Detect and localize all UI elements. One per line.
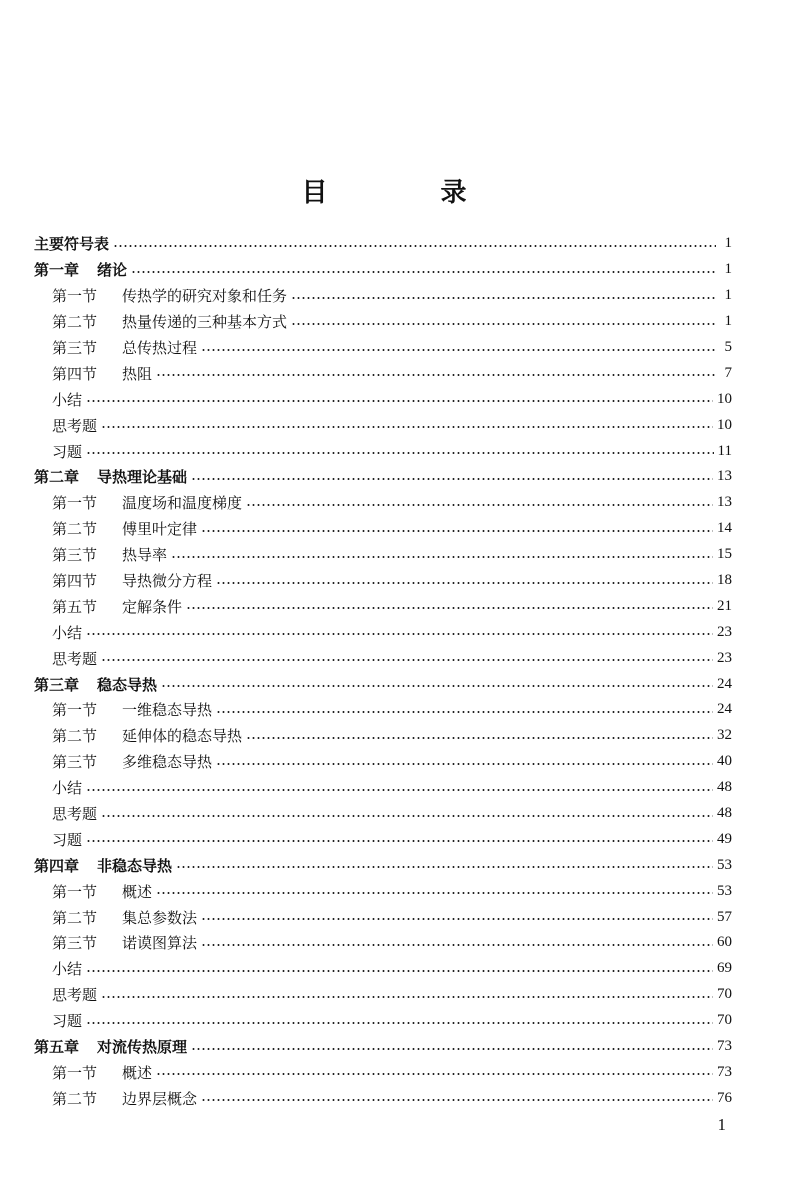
toc-entry-page: 10 [717,416,732,433]
dot-leader [201,944,713,946]
toc-entry-page: 70 [717,1012,732,1029]
toc-entry-page: 1 [724,261,732,278]
toc-entry-title [52,337,197,358]
toc-entry-page: 5 [724,339,732,355]
toc-entry-page: 21 [717,597,732,614]
toc-entry-title [52,725,242,746]
dot-leader [86,400,713,402]
toc-entry-number: 第三节 [52,934,98,953]
toc-section-entry[interactable] [34,386,732,412]
toc-section-entry[interactable] [34,619,732,645]
toc-entry-page: 13 [717,494,732,511]
toc-section-entry[interactable] [34,878,732,904]
toc-entry-title [52,285,287,306]
toc-entry-title [52,492,242,513]
toc-entry-page: 1 [724,287,732,304]
toc-entry-label: 习题 [52,442,83,461]
toc-entry-label: 小结 [52,623,83,642]
toc-entry-number: 第二章 [34,468,80,487]
toc-entry-number: 第四章 [34,856,80,875]
toc-entry-label: 热阻 [122,364,153,383]
toc-entry-page: 11 [717,442,732,459]
toc-section-entry[interactable] [34,412,732,438]
toc-entry-number: 第二节 [52,520,98,539]
toc-entry-title [52,648,97,669]
toc-entry-label: 一维稳态导热 [122,701,213,720]
dot-leader [246,504,713,506]
dot-leader [201,349,716,351]
toc-entry-title [34,466,187,487]
toc-entry-number: 第四节 [52,364,98,383]
toc-section-entry[interactable] [34,1060,732,1086]
toc-section-entry[interactable] [34,801,732,827]
toc-entry-label: 绪论 [97,261,128,280]
toc-entry-label: 导热理论基础 [97,468,188,487]
toc-entry-label: 总传热过程 [122,339,198,357]
toc-section-entry[interactable] [34,542,732,568]
dot-leader [86,452,714,454]
toc-entry-label: 习题 [52,830,83,849]
toc-entry-title [52,389,82,410]
toc-entry-title [34,674,157,695]
page-title: 目 录 [301,178,519,208]
toc-entry-label: 边界层概念 [122,1089,198,1108]
toc-entry-label: 思考题 [52,986,98,1005]
toc-entry-label: 集总参数法 [122,908,198,927]
toc-entry-label: 对流传热原理 [97,1038,188,1057]
toc-entry-label: 小结 [52,390,83,409]
toc-entry-label: 思考题 [52,416,98,435]
toc-entry-title [52,622,82,643]
toc-entry-page: 57 [717,908,732,925]
toc-entry-label: 诺谟图算法 [122,934,198,953]
toc-chapter-entry[interactable] [34,671,732,697]
toc-entry-label: 稳态导热 [97,675,158,694]
toc-entry-page: 1 [724,313,732,330]
dot-leader [201,530,713,532]
toc-entry-page: 48 [717,779,732,796]
dot-leader [101,659,713,661]
toc-entry-label: 概述 [122,882,153,901]
toc-entry-page: 73 [717,1063,732,1080]
dot-leader [156,1073,713,1075]
dot-leader [191,478,713,480]
toc-entry-number: 第三节 [52,753,98,772]
dot-leader [216,763,713,765]
dot-leader [246,737,713,739]
dot-leader [216,582,713,584]
dot-leader [191,1048,713,1050]
toc-section-entry[interactable] [34,982,732,1008]
toc-entry-page: 73 [717,1038,732,1055]
toc-entry-page: 70 [717,986,732,1003]
toc-entry-title [34,1036,187,1057]
toc-chapter-entry[interactable] [34,231,732,257]
toc-entry-page: 24 [717,675,732,692]
toc-entry-page: 40 [717,753,732,770]
toc-entry-label: 思考题 [52,649,98,668]
toc-entry-label: 温度场和温度梯度 [122,494,243,513]
toc-entry-number: 第二节 [52,908,98,927]
toc-entry-number: 第一节 [52,287,98,306]
toc-entry-label: 传热学的研究对象和任务 [122,287,288,306]
toc-entry-number: 第二节 [52,727,98,746]
toc-section-entry[interactable] [34,1085,732,1111]
toc-entry-number: 第五节 [52,597,98,616]
toc-entry-title [52,803,97,824]
toc-entry-number: 第一节 [52,494,98,513]
toc-chapter-entry[interactable] [34,852,732,878]
toc-entry-number: 第一节 [52,882,98,901]
toc-entry-title [52,596,182,617]
toc-entry-page: 18 [717,572,732,589]
toc-entry-page: 76 [717,1089,732,1106]
toc-section-entry[interactable] [34,645,732,671]
dot-leader [86,1022,713,1024]
toc-entry-page: 53 [717,882,732,899]
toc-entry-label: 导热微分方程 [122,572,213,591]
toc-entry-title [52,1062,152,1083]
toc-entry-label: 习题 [52,1012,83,1031]
toc-entry-title [52,829,82,850]
toc-entry-label: 定解条件 [122,597,183,616]
dot-leader [101,426,713,428]
toc-entry-number: 第二节 [52,313,98,332]
toc-section-entry[interactable] [34,490,732,516]
toc-entry-title [52,984,97,1005]
toc-entry-page: 7 [724,364,732,381]
dot-leader [86,970,713,972]
toc-section-entry[interactable] [34,1008,732,1034]
dot-leader [291,323,716,325]
toc-section-entry[interactable] [34,438,732,464]
toc-chapter-entry[interactable] [34,464,732,490]
toc-entry-page: 69 [717,960,732,977]
toc-section-entry[interactable] [34,360,732,386]
dot-leader [101,996,713,998]
toc-entry-title [52,311,287,332]
toc-entry-number: 第三节 [52,339,98,357]
toc-entry-page: 24 [717,701,732,718]
toc-section-entry[interactable] [34,775,732,801]
toc-entry-label: 傅里叶定律 [122,520,198,539]
toc-chapter-entry[interactable] [34,257,732,283]
toc-entry-label: 延伸体的稳态导热 [122,727,243,746]
toc-entry-label: 主要符号表 [34,235,110,254]
toc-section-entry[interactable] [34,309,732,335]
toc-entry-page: 10 [717,390,732,407]
toc-entry-page: 49 [717,830,732,847]
toc-entry-page: 48 [717,805,732,822]
toc-entry-title [52,958,82,979]
toc-section-entry[interactable] [34,749,732,775]
toc-entry-page: 53 [717,856,732,873]
dot-leader [201,1099,713,1101]
toc-entry-number: 第四节 [52,572,98,591]
toc-entry-title [34,259,127,280]
toc-entry-label: 小结 [52,779,83,798]
toc-entry-page: 1 [724,235,732,252]
toc-entry-number: 第一节 [52,701,98,720]
toc-section-entry[interactable] [34,697,732,723]
toc-entry-number: 第一章 [34,261,80,280]
toc-entry-label: 热导率 [122,546,168,565]
toc-entry-title [52,699,212,720]
toc-entry-page: 32 [717,727,732,744]
dot-leader [171,556,713,558]
table-of-contents [34,231,732,1111]
toc-entry-number: 第一节 [52,1063,98,1082]
toc-entry-title [52,1088,197,1109]
toc-entry-page: 60 [717,934,732,951]
toc-section-entry[interactable] [34,904,732,930]
toc-section-entry[interactable] [34,568,732,594]
toc-entry-label: 小结 [52,960,83,979]
toc-entry-title [52,932,197,953]
toc-entry-title [52,415,97,436]
toc-entry-page: 14 [717,520,732,537]
dot-leader [131,271,716,273]
dot-leader [86,789,713,791]
dot-leader [86,633,713,635]
toc-entry-label: 热量传递的三种基本方式 [122,313,288,332]
dot-leader [156,892,713,894]
toc-entry-number: 第五章 [34,1038,80,1057]
toc-entry-label: 概述 [122,1063,153,1082]
toc-entry-title [52,881,152,902]
dot-leader [186,607,713,609]
toc-entry-title [52,544,167,565]
toc-entry-label: 多维稳态导热 [122,753,213,772]
toc-entry-label: 非稳态导热 [97,856,173,875]
toc-entry-number: 第三节 [52,546,98,565]
toc-entry-page: 23 [717,649,732,666]
toc-entry-title [52,518,197,539]
page-number: 1 [717,1115,726,1134]
toc-section-entry[interactable] [34,283,732,309]
dot-leader [291,297,716,299]
dot-leader [113,245,716,247]
toc-section-entry[interactable] [34,930,732,956]
dot-leader [156,374,716,376]
toc-entry-title [52,777,82,798]
dot-leader [86,840,713,842]
toc-entry-number: 第三章 [34,675,80,694]
toc-section-entry[interactable] [34,956,732,982]
toc-entry-page: 23 [717,623,732,640]
toc-entry-label: 思考题 [52,805,98,824]
dot-leader [216,711,713,713]
toc-chapter-entry[interactable] [34,1034,732,1060]
toc-entry-title [52,907,197,928]
toc-entry-title [52,441,82,462]
toc-entry-number: 第二节 [52,1089,98,1108]
toc-section-entry[interactable] [34,826,732,852]
toc-section-entry[interactable] [34,335,732,361]
toc-entry-title [52,570,212,591]
dot-leader [201,918,713,920]
toc-entry-page: 13 [717,468,732,485]
toc-entry-title [52,751,212,772]
dot-leader [176,866,713,868]
toc-entry-title [34,233,109,254]
dot-leader [101,815,713,817]
dot-leader [161,685,713,687]
toc-section-entry[interactable] [34,723,732,749]
toc-entry-title [52,1010,82,1031]
toc-section-entry[interactable] [34,593,732,619]
toc-entry-title [34,855,172,876]
toc-entry-title [52,363,152,384]
toc-entry-page: 15 [717,546,732,563]
toc-section-entry[interactable] [34,516,732,542]
